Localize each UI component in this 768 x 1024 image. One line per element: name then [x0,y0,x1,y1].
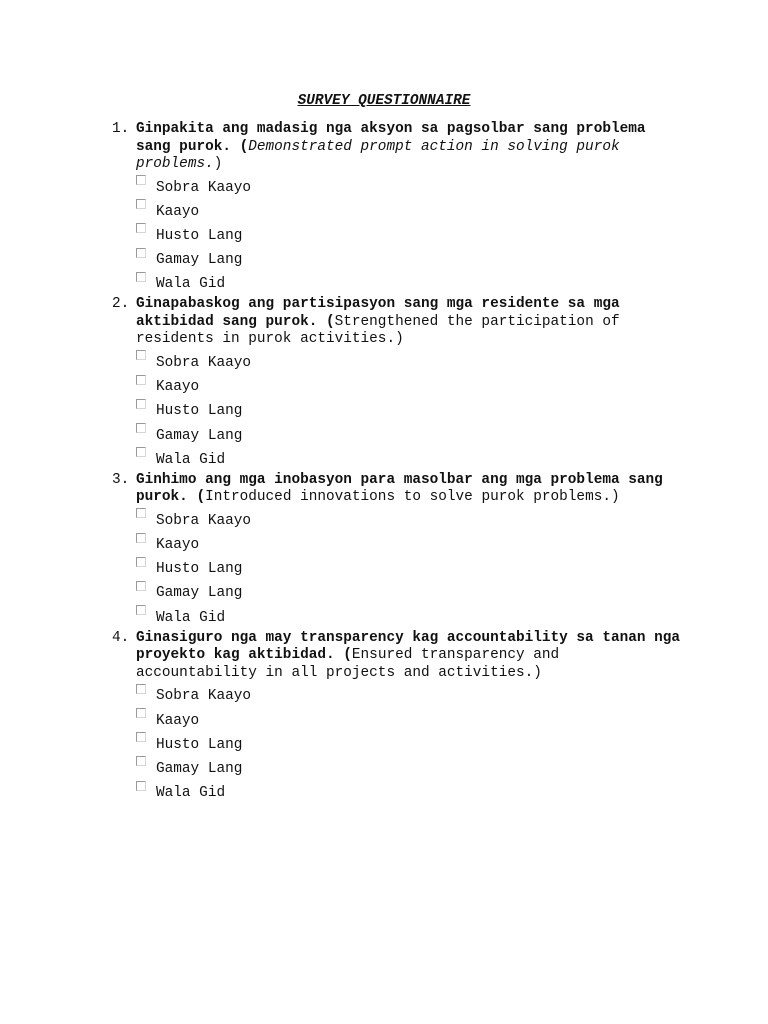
answer-option-label: Kaayo [156,712,200,729]
question-number: 1. [112,121,130,137]
checkbox-icon[interactable] [136,272,146,282]
checkbox-icon[interactable] [136,605,146,615]
question-text [136,121,684,174]
answer-option-label: Sobra Kaayo [156,688,251,705]
answer-option[interactable] [136,509,684,533]
checkbox-icon[interactable] [136,781,146,791]
question-text-english: Demonstrated prompt action in solving purok problems. [136,138,620,172]
question-number: 4. [112,629,130,646]
question-text [136,472,684,507]
checkbox-icon[interactable] [136,708,146,718]
question-list [104,121,684,805]
checkbox-icon[interactable] [136,248,146,258]
checkbox-icon[interactable] [136,423,146,433]
question-text-english: Strengthened the participation of residents in purok activities. [136,313,620,348]
answer-option-label: Sobra Kaayo [156,354,251,371]
answer-options [136,176,684,297]
checkbox-icon[interactable] [136,199,146,209]
answer-option[interactable] [136,448,684,472]
answer-option[interactable] [136,424,684,448]
question-item [104,121,684,296]
answer-options [136,509,684,630]
page-title: SURVEY QUESTIONNAIRE [297,93,471,109]
answer-option[interactable] [136,200,684,224]
answer-option-label: Gamay Lang [156,252,243,269]
answer-option[interactable] [136,581,684,605]
answer-option-label: Sobra Kaayo [156,179,251,196]
answer-option[interactable] [136,557,684,581]
question-text-english: Ensured transparency and accountability in all projects and activities. [136,647,560,681]
question-text-hiligaynon: Ginapabaskog ang partisipasyon sang mga residente sa mga aktibidad sang purok. ( [136,296,620,330]
checkbox-icon[interactable] [136,684,146,694]
answer-option[interactable] [136,399,684,423]
answer-option-label: Wala Gid [156,609,226,626]
question-text-english: Introduced innovations to solve purok problems. [205,489,611,506]
answer-option-label: Kaayo [156,537,200,554]
answer-option[interactable] [136,733,684,757]
answer-option-label: Wala Gid [156,276,226,293]
answer-option[interactable] [136,351,684,375]
answer-option[interactable] [136,176,684,200]
answer-option-label: Kaayo [156,379,200,396]
checkbox-icon[interactable] [136,508,146,518]
checkbox-icon[interactable] [136,399,146,409]
answer-option[interactable] [136,272,684,296]
question-text-close-paren: ) [395,331,404,348]
answer-option-label: Gamay Lang [156,760,243,777]
answer-option[interactable] [136,684,684,708]
checkbox-icon[interactable] [136,732,146,742]
checkbox-icon[interactable] [136,447,146,457]
question-item [104,296,684,471]
answer-option[interactable] [136,248,684,272]
answer-options [136,351,684,472]
answer-option-label: Wala Gid [156,785,226,802]
checkbox-icon[interactable] [136,350,146,360]
answer-option-label: Husto Lang [156,561,243,578]
question-number: 3. [112,471,130,488]
checkbox-icon[interactable] [136,756,146,766]
checkbox-icon[interactable] [136,223,146,233]
checkbox-icon[interactable] [136,175,146,185]
answer-option-label: Sobra Kaayo [156,512,251,529]
answer-option-label: Husto Lang [156,736,243,753]
question-text [136,630,684,683]
answer-option-label: Husto Lang [156,403,243,420]
question-text-close-paren: ) [533,664,542,681]
question-text-close-paren: ) [610,489,620,506]
answer-option[interactable] [136,757,684,781]
answer-option-label: Husto Lang [156,227,243,244]
checkbox-icon[interactable] [136,375,146,385]
answer-option-label: Kaayo [156,203,200,220]
answer-option-label: Wala Gid [156,451,226,468]
answer-option-label: Gamay Lang [156,585,243,602]
checkbox-icon[interactable] [136,533,146,543]
question-text-hiligaynon: Ginhimo ang mga inobasyon para masolbar ang mga problema sang purok. ( [136,471,663,506]
answer-option[interactable] [136,781,684,805]
question-text-hiligaynon: Ginpakita ang madasig nga aksyon sa pagsolbar sang problema sang purok. ( [136,121,646,155]
checkbox-icon[interactable] [136,557,146,567]
answer-option[interactable] [136,709,684,733]
question-text [136,296,684,349]
answer-option[interactable] [136,606,684,630]
question-item [104,472,684,630]
question-text-hiligaynon: Ginasiguro nga may transparency kag accountability sa tanan nga proyekto kag aktibidad. ( [136,629,681,664]
answer-options [136,684,684,805]
answer-option[interactable] [136,533,684,557]
checkbox-icon[interactable] [136,581,146,591]
question-number: 2. [112,296,130,313]
question-item [104,630,684,805]
answer-option-label: Gamay Lang [156,427,243,444]
answer-option[interactable] [136,224,684,248]
question-text-close-paren: ) [213,156,223,172]
answer-option[interactable] [136,375,684,399]
